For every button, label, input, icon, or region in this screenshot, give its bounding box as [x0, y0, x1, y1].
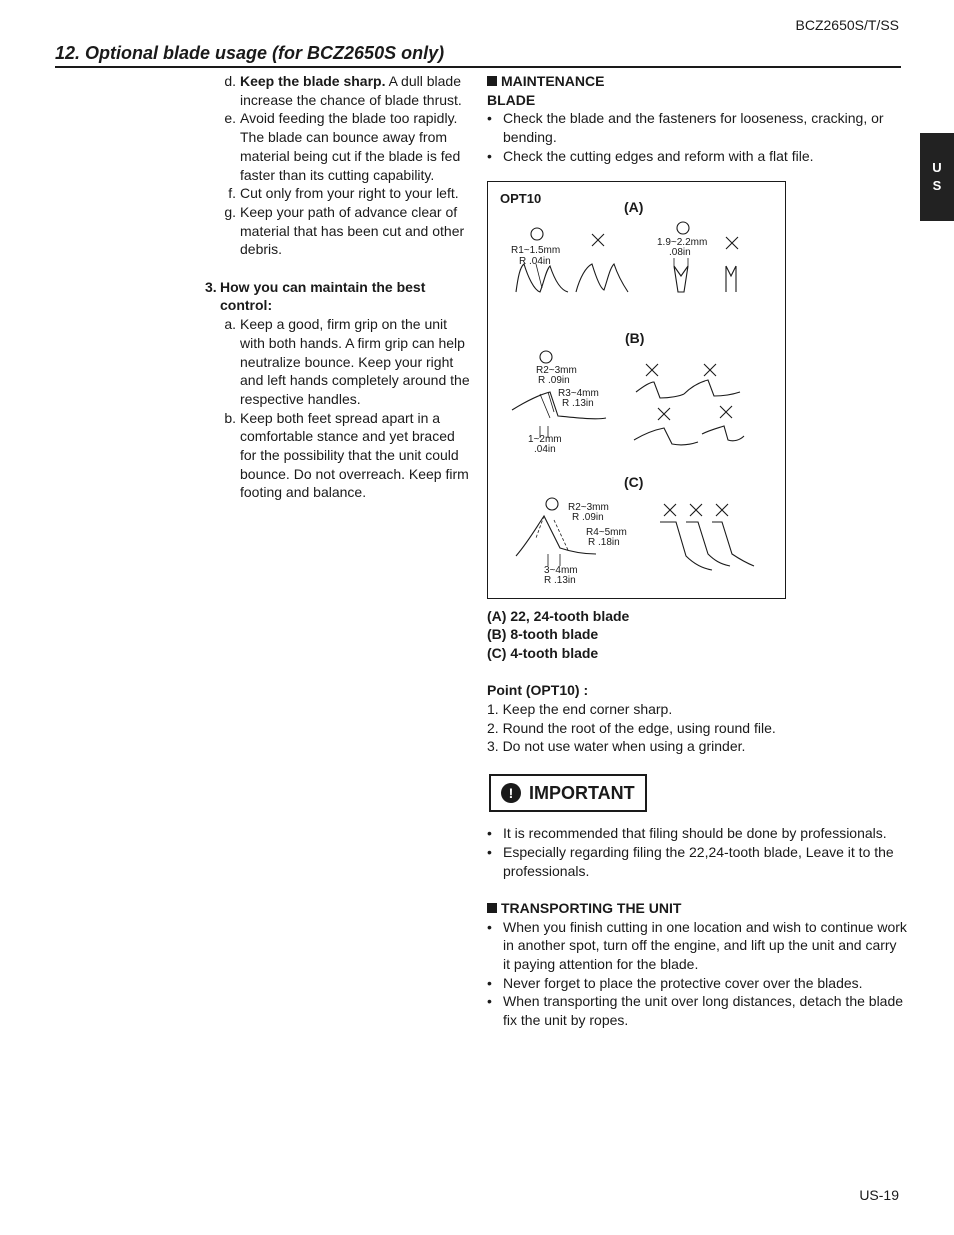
ok-circle-icon [677, 222, 689, 234]
list-item [200, 315, 472, 409]
tooth-profile [712, 522, 754, 566]
cross-icon [704, 364, 716, 376]
cross-icon [664, 504, 676, 516]
important-label: IMPORTANT [529, 782, 635, 803]
tooth-profile [702, 426, 744, 441]
list-item: • Never forget to place the protective cover over the blades. [487, 974, 863, 991]
language-tab [920, 133, 954, 221]
language-tab-letter: U [932, 160, 942, 175]
list-marker: 3. [205, 278, 217, 295]
list-item: • Check the blade and the fasteners for looseness, cracking, or bending. [487, 110, 884, 146]
tooth-edge-profile [674, 266, 688, 292]
list-item: • When you finish cutting in one location and wish to continue work in another spot, turn off the engine, and lift up the unit and carry it paying attention for the blade. [487, 918, 907, 973]
bullet-icon: • [487, 993, 492, 1010]
cross-icon [716, 504, 728, 516]
list-item: • When transporting the unit over long distances, detach the blade fix the unit by ropes. [487, 993, 904, 1029]
bullet-icon: • [487, 110, 492, 127]
list-item [200, 72, 472, 109]
list-marker: b. [224, 409, 236, 426]
dimension-line [540, 392, 554, 418]
list-item-text: Cut only from your right to your left. [240, 185, 459, 202]
tooth-profile [636, 382, 684, 398]
blade-subheading: BLADE [487, 91, 536, 108]
point-step: 2. Round the root of the edge, using round file. [487, 719, 776, 736]
subsection-heading-text: How you can maintain the best control: [220, 278, 426, 314]
bullet-icon: • [487, 843, 492, 860]
figure-label-c: (C) [624, 473, 644, 490]
dimension-label: R3~4mm [558, 387, 599, 399]
dimension-label: R .13in [562, 397, 594, 409]
cross-icon [690, 504, 702, 516]
tooth-profile [576, 264, 628, 292]
tooth-profile [684, 380, 740, 396]
list-item: • It is recommended that filing should be done by professionals. [487, 825, 887, 842]
dimension-label: 1.9~2.2mm [657, 236, 708, 248]
page-number: US-19 [859, 1187, 899, 1203]
exclamation-icon: ! [501, 783, 521, 803]
list-item-text: Avoid feeding the blade too rapidly. The blade can bounce away from material being cut if the blade is fed faster than its cutting capability. [240, 110, 461, 183]
dimension-label: .08in [669, 246, 691, 258]
blade-filing-figure [487, 181, 786, 599]
dimension-label: R1~1.5mm [511, 244, 561, 256]
figure-label-b: (B) [625, 329, 645, 346]
dimension-label: 3~4mm [544, 564, 578, 576]
tooth-profile [634, 428, 698, 445]
tooth-profile [660, 522, 712, 570]
figure-label-a: (A) [624, 198, 644, 215]
dimension-label: R .13in [544, 574, 576, 586]
cross-icon [720, 406, 732, 418]
dimension-label: R .09in [538, 374, 570, 386]
bullet-icon: • [487, 918, 492, 935]
tooth-profile [686, 522, 730, 566]
list-item [200, 409, 472, 503]
list-marker: f. [228, 185, 236, 202]
dimension-label: R4~5mm [586, 526, 627, 538]
dimension-label: R .04in [519, 255, 551, 267]
list-item-text: Keep both feet spread apart in a comfortable stance and yet braced for the possibility that the unit could bounce. Do not overreach. Keep firm footing and balance. [240, 409, 469, 501]
dimension-label: R2~3mm [536, 364, 577, 376]
dimension-label: R2~3mm [568, 501, 609, 513]
figure-caption: (A) 22, 24-tooth blade [487, 607, 630, 624]
cross-icon [726, 237, 738, 249]
list-marker: e. [224, 110, 236, 127]
list-item-text: Keep your path of advance clear of material that has been cut and other debris. [240, 203, 465, 258]
maintenance-heading: MAINTENANCE [487, 72, 907, 91]
bullet-icon: • [487, 825, 492, 842]
dimension-label: 1~2mm [528, 433, 562, 445]
list-marker: a. [224, 316, 236, 333]
transporting-heading: TRANSPORTING THE UNIT [487, 899, 907, 918]
section-title: 12. Optional blade usage (for BCZ2650S only) [55, 41, 901, 68]
important-notice-box [489, 774, 647, 812]
dimension-line [674, 258, 688, 266]
list-item-text: A dull blade increase the chance of blade thrust. [240, 73, 462, 108]
list-item-emphasis: Keep the blade sharp. [240, 73, 386, 89]
dimension-line [536, 264, 542, 288]
cross-icon [658, 408, 670, 420]
cross-icon [592, 234, 604, 246]
ok-circle-icon [531, 228, 543, 240]
list-item [200, 203, 472, 259]
language-tab-letter: S [932, 178, 942, 193]
point-heading: Point (OPT10) : [487, 682, 589, 699]
bullet-icon: • [487, 147, 492, 164]
right-column [487, 72, 907, 1030]
cross-icon [646, 364, 658, 376]
model-number: BCZ2650S/T/SS [795, 17, 899, 33]
bullet-icon: • [487, 974, 492, 991]
point-step: 3. Do not use water when using a grinder. [487, 738, 746, 755]
ok-circle-icon [540, 351, 552, 363]
list-item: • Check the cutting edges and reform with a flat file. [487, 147, 814, 164]
ok-circle-icon [546, 498, 558, 510]
subsection-heading [200, 278, 472, 315]
list-marker: d. [224, 73, 236, 89]
figure-title: OPT10 [500, 190, 542, 206]
dimension-label: R .18in [588, 536, 620, 548]
blade-filing-diagram [488, 182, 785, 598]
figure-caption: (C) 4-tooth blade [487, 644, 599, 661]
list-item: • Especially regarding filing the 22,24-tooth blade, Leave it to the professionals. [487, 843, 894, 879]
list-item-text: Keep a good, firm grip on the unit with both hands. A firm grip can help neutralize bounce. Keep your right and left hands completely around the respective handles. [240, 316, 470, 407]
tooth-edge-profile [726, 266, 736, 292]
list-item [200, 109, 472, 184]
dimension-label: .04in [534, 443, 556, 455]
dimension-label: R .09in [572, 511, 604, 523]
list-item [200, 184, 472, 203]
square-bullet-icon [487, 76, 497, 86]
point-step: 1. Keep the end corner sharp. [487, 701, 673, 718]
left-column [200, 72, 472, 502]
square-bullet-icon [487, 903, 497, 913]
figure-caption: (B) 8-tooth blade [487, 626, 599, 643]
list-marker: g. [224, 203, 236, 220]
